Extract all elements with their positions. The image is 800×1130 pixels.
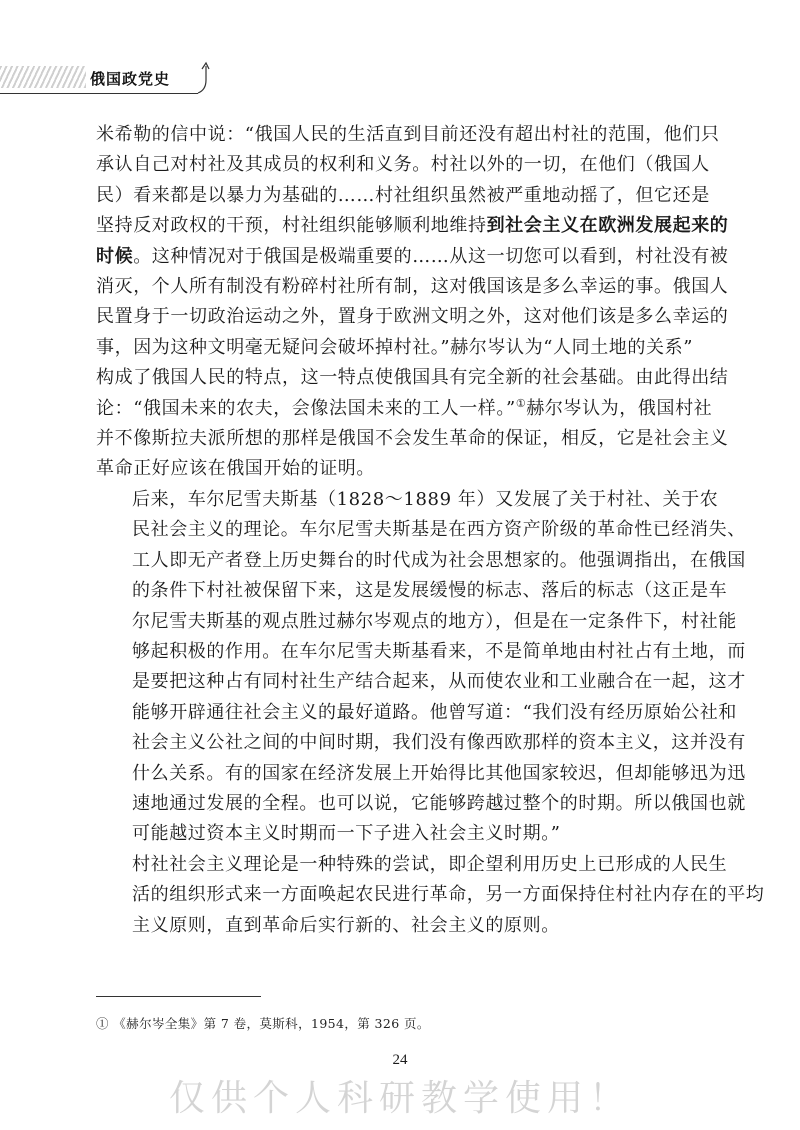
body-text <box>96 120 765 941</box>
text-segment: 民）看来都是以暴力为基础的……村社组织虽然被严重地动摇了，但它还是 <box>96 184 710 206</box>
text-segment: 能够开辟通往社会主义的最好道路。他曾写道：“我们没有经历原始公社和 <box>132 701 737 723</box>
text-segment: 工人即无产者登上历史舞台的时代成为社会思想家的。他强调指出，在俄国 <box>132 549 746 571</box>
text-segment: 民社会主义的理论。车尔尼雪夫斯基是在西方资产阶级的革命性已经消失、 <box>132 519 746 541</box>
text-line <box>96 546 748 576</box>
text-segment: 论：“俄国未来的农夫，会像法国未来的工人一样。” <box>96 397 516 419</box>
text-segment: 坚持反对政权的干预，村社组织能够顺利地维持 <box>96 215 487 237</box>
book-title: 俄国政党史 <box>90 70 171 88</box>
text-line <box>96 667 748 697</box>
text-line <box>96 454 748 484</box>
text-line <box>96 424 748 454</box>
text-segment: 村社社会主义理论是一种特殊的尝试，即企望利用历史上已形成的人民生 <box>132 853 728 875</box>
emphasis-text: 时候 <box>96 245 134 267</box>
paragraph <box>96 850 765 941</box>
text-line <box>96 576 748 606</box>
text-line <box>96 272 748 302</box>
text-segment: 事，因为这种文明毫无疑问会破坏掉村社。”赫尔岑认为“人同土地的关系” <box>96 336 694 358</box>
text-line <box>96 698 748 728</box>
text-segment: 的条件下村社被保留下来，这是发展缓慢的标志、落后的标志（这正是车 <box>132 580 728 602</box>
footnote-marker: ① <box>515 396 527 410</box>
text-segment: 尔尼雪夫斯基的观点胜过赫尔岑观点的地方），但是在一定条件下，村社能 <box>132 610 737 632</box>
paragraph <box>96 120 748 485</box>
text-line <box>96 242 748 272</box>
text-line <box>96 120 748 150</box>
text-segment: 够起积极的作用。在车尔尼雪夫斯基看来，不是简单地由村社占有土地，而 <box>132 640 746 662</box>
footnote: ① 《赫尔岑全集》第 7 卷，莫斯科，1954，第 326 页。 <box>96 1016 430 1031</box>
text-line <box>96 333 748 363</box>
text-segment: 构成了俄国人民的特点，这一特点使俄国具有完全新的社会基础。由此得出结 <box>96 367 729 389</box>
text-segment: 革命正好应该在俄国开始的证明。 <box>96 458 375 480</box>
text-line <box>96 515 748 545</box>
header-hook-icon <box>196 60 210 94</box>
running-header <box>0 60 220 94</box>
header-rule <box>0 93 198 94</box>
text-line <box>96 819 748 849</box>
text-segment: 是要把这种占有同村社生产结合起来，从而使农业和工业融合在一起，这才 <box>132 671 746 693</box>
text-segment: 承认自己对村社及其成员的权利和义务。村社以外的一切，在他们（俄国人 <box>96 154 710 176</box>
text-line <box>96 211 748 241</box>
text-segment: 可能越过资本主义时期而一下子进入社会主义时期。” <box>132 823 561 845</box>
header-stripe-decoration <box>0 66 86 88</box>
text-line <box>96 728 748 758</box>
text-line <box>96 911 748 941</box>
text-segment: 。这种情况对于俄国是极端重要的……从这一切您可以看到，村社没有被 <box>133 245 729 267</box>
text-line <box>96 880 765 910</box>
text-segment: 赫尔岑认为，俄国村社 <box>526 397 713 419</box>
text-line <box>96 759 748 789</box>
text-segment: 民置身于一切政治运动之外，置身于欧洲文明之外，这对他们该是多么幸运的 <box>96 306 729 328</box>
text-line <box>96 485 748 515</box>
footnote-rule <box>96 996 261 997</box>
text-line <box>96 607 748 637</box>
text-line <box>96 363 748 393</box>
text-segment: 什么关系。有的国家在经济发展上开始得比其他国家较迟，但却能够迅为迅 <box>132 762 746 784</box>
text-segment: 活的组织形式来一方面唤起农民进行革命，另一方面保持住村社内存在的平均 <box>132 884 765 906</box>
text-line <box>96 181 748 211</box>
text-line <box>96 850 748 880</box>
emphasis-text: 到社会主义在欧洲发展起来的 <box>486 215 729 237</box>
text-line <box>96 637 748 667</box>
text-line <box>96 150 748 180</box>
text-line <box>96 789 748 819</box>
text-segment: 并不像斯拉夫派所想的那样是俄国不会发生革命的保证，相反，它是社会主义 <box>96 428 729 450</box>
text-segment: 后来，车尔尼雪夫斯基（1828～1889 年）又发展了关于村社、关于农 <box>132 488 719 510</box>
paragraph <box>96 485 748 850</box>
watermark: 仅供个人科研教学使用！ <box>168 1078 631 1119</box>
text-line <box>96 394 748 424</box>
text-segment: 速地通过发展的全程。也可以说，它能够跨越过整个的时期。所以俄国也就 <box>132 792 746 814</box>
text-segment: 社会主义公社之间的中间时期，我们没有像西欧那样的资本主义，这并没有 <box>132 732 746 754</box>
text-segment: 主义原则，直到革命后实行新的、社会主义的原则。 <box>132 914 560 936</box>
text-segment: 米希勒的信中说：“俄国人民的生活直到目前还没有超出村社的范围，他们只 <box>96 124 720 145</box>
page-number: 24 <box>392 1052 408 1068</box>
text-line <box>96 302 748 332</box>
text-segment: 消灭，个人所有制没有粉碎村社所有制，这对俄国该是多么幸运的事。俄国人 <box>96 276 729 298</box>
